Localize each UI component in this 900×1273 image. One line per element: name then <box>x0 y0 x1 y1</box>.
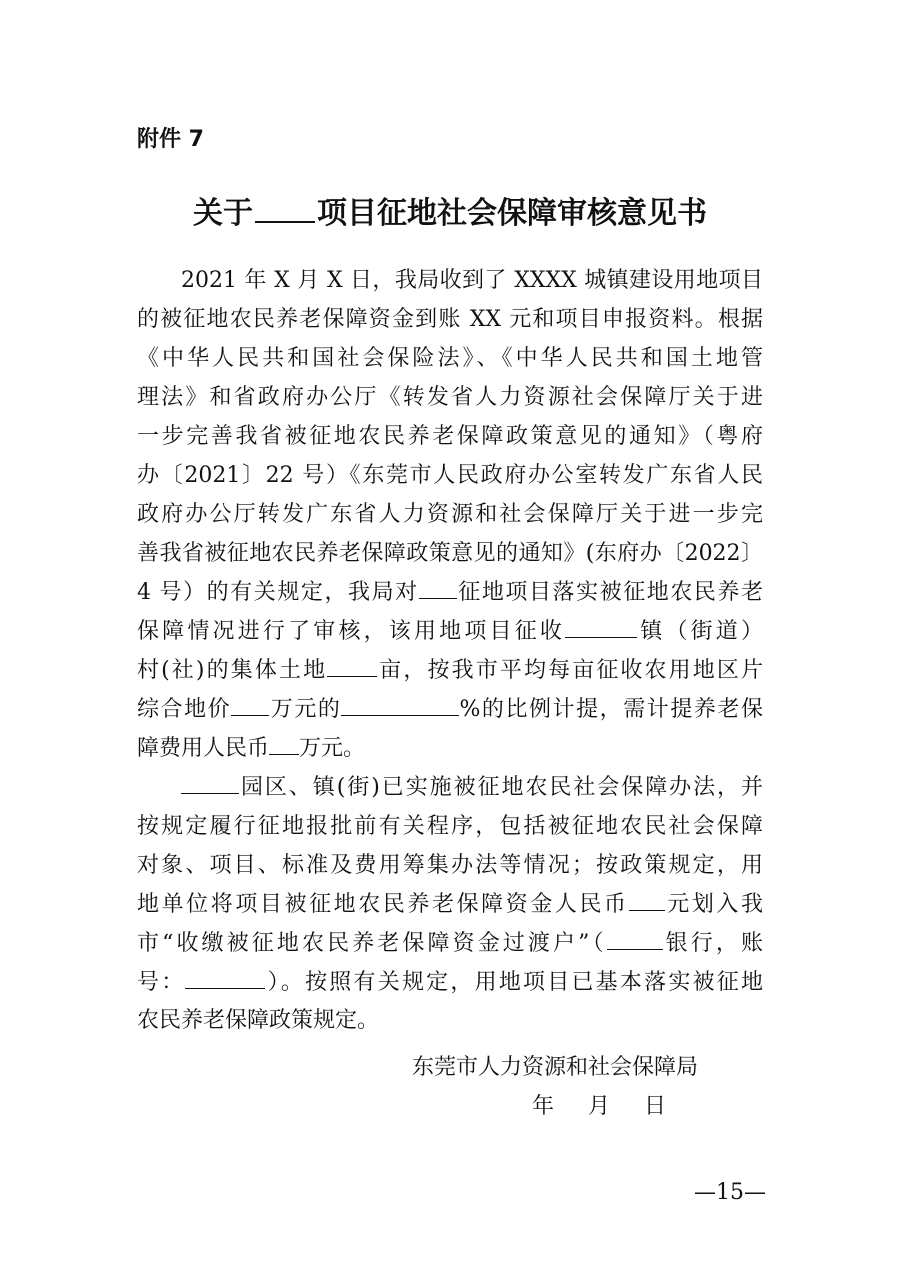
para1-line-12 <box>137 692 763 728</box>
para1-line-5: 一步完善我省被征地农民养老保障政策意见的通知》（粤府 <box>137 424 763 449</box>
text-segment: ）。按照有关规定，用地项目已基本落实被征地 <box>265 970 763 995</box>
para2-line-6 <box>137 965 763 1001</box>
para1-line-1: 2021 年 X 月 X 日，我局收到了 XXXX 城镇建设用地项目 <box>181 268 763 293</box>
para2-line-3: 对象、项目、标准及费用筹集办法等情况；按政策规定，用 <box>137 853 763 878</box>
text-segment: 征地项目落实被征地农民养老 <box>456 580 763 605</box>
text-segment: %的比例计提，需计提养老保 <box>459 697 763 722</box>
text-segment: 保障情况进行了审核，该用地项目征收 <box>137 619 566 644</box>
text-segment: 综合地价 <box>137 697 232 722</box>
title-prefix: 关于 <box>193 196 253 231</box>
text-segment: 万元。 <box>299 736 366 761</box>
para1-line-3: 《中华人民共和国社会保险法》、《中华人民共和国土地管 <box>137 346 763 371</box>
blank-land-price <box>231 693 269 716</box>
text-segment: 镇（街道） <box>637 619 763 644</box>
blank-fund-amount <box>629 888 665 911</box>
attachment-label: 附件 7 <box>137 127 204 152</box>
title-blank <box>255 195 315 223</box>
date-day: 日 <box>644 1094 667 1119</box>
para2-line-2: 按规定履行征地报批前有关程序，包括被征地农民社会保障 <box>137 814 763 839</box>
para2-line-7: 农民养老保障政策规定。 <box>137 1008 380 1033</box>
text-segment: 号： <box>137 970 186 995</box>
date-year: 年 <box>532 1094 555 1119</box>
text-segment: 市“收缴被征地农民养老保障资金过渡户”（ <box>137 931 607 956</box>
text-segment: 元划入我 <box>664 892 763 917</box>
para1-line-9 <box>137 575 763 611</box>
text-segment: 障费用人民币 <box>137 736 270 761</box>
para1-line-2: 的被征地农民养老保障资金到账 XX 元和项目申报资料。根据 <box>137 307 763 332</box>
page-number: —15— <box>694 1180 766 1205</box>
text-segment: 地单位将项目被征地农民养老保障资金人民币 <box>137 892 629 917</box>
para2-line-4 <box>137 887 763 923</box>
date-month: 月 <box>588 1094 611 1119</box>
para1-line-6: 办〔2021〕22 号）《东莞市人民政府办公室转发广东省人民 <box>137 463 763 488</box>
blank-project-name <box>419 576 457 599</box>
para1-line-10 <box>137 614 763 650</box>
text-segment: 村(社)的集体土地 <box>137 658 328 683</box>
para1-line-8: 善我省被征地农民养老保障政策意见的通知》(东府办〔2022〕 <box>137 541 763 566</box>
text-segment: 万元的 <box>269 697 342 722</box>
para2-line-5 <box>137 926 763 962</box>
text-segment: 4 号）的有关规定，我局对 <box>137 580 419 605</box>
text-segment: 园区、镇(街)已实施被征地农民社会保障办法，并 <box>239 775 763 800</box>
signature-org: 东莞市人力资源和社会保障局 <box>412 1055 699 1080</box>
blank-area-mu <box>327 654 377 677</box>
blank-account-number <box>185 966 265 989</box>
para2-line-1 <box>181 770 763 806</box>
blank-town <box>565 615 637 638</box>
signature-date <box>532 1089 700 1120</box>
blank-amount <box>269 732 299 755</box>
para1-line-7: 政府办公厅转发广东省人力资源和社会保障厅关于进一步完 <box>137 502 763 527</box>
para1-line-11 <box>137 653 763 689</box>
blank-park <box>181 771 239 794</box>
title-suffix: 项目征地社会保障审核意见书 <box>317 196 707 231</box>
blank-bank <box>607 927 663 950</box>
text-segment: 亩，按我市平均每亩征收农用地区片 <box>377 658 763 683</box>
blank-percentage <box>341 693 459 716</box>
para1-line-13 <box>137 731 763 767</box>
text-segment: 银行，账 <box>662 931 763 956</box>
para1-line-4: 理法》和省政府办公厅《转发省人力资源社会保障厅关于进 <box>137 385 763 410</box>
document-title <box>0 188 900 232</box>
